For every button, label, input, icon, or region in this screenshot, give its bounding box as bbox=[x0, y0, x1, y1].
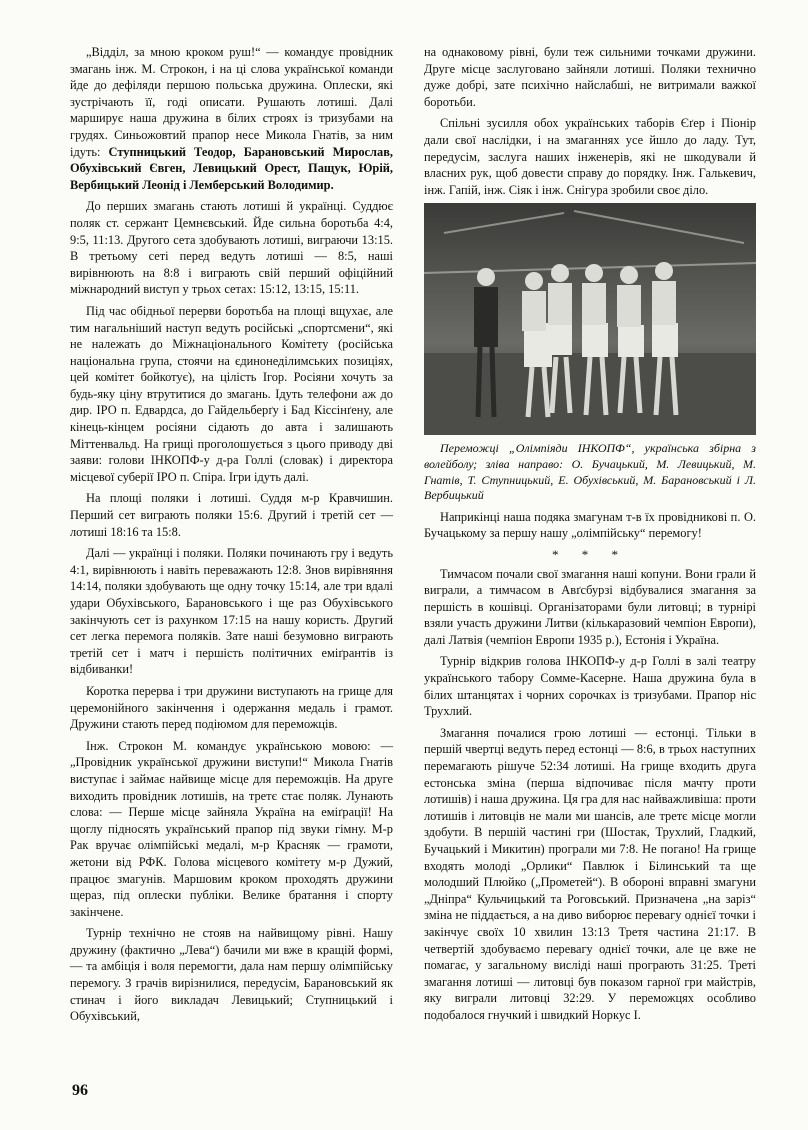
paragraph: на однаковому рівні, були теж сильними точками дружини. Друге місце заслуговано зайняли лотиші. Поляки технично дуже добрі, зате психічно найслабші, не витримали важкої боротьби. bbox=[424, 45, 756, 109]
paragraph: Під час обідньої перерви боротьба на площі вщухає, але тим нагальніший наступ ведуть російські „спортсмени“, які не належать до Міжнаціонального Комітету (російська національна група, стоячи на єдинонеділимських позиціях, цей комітет бойкотує), на цілість Ігор. Росіяни хочуть за будь-яку ціну втрутитися до змагань. Ідуть телефони аж до дир. ІРО п. Едвардса, до Гайдельберґу і Бад Кіссінґену, але кінець-кінцем росіяни сідають до авта і залишають Міттенвальд. На грищі проголошується з цього приводу дві заяви: голови ІНКОПФ-у д-ра Голлі (словак) і директора місцевої суберії ІРО п. Спіра. Ігри ідуть далі. bbox=[70, 303, 393, 484]
paragraph: До перших змагань стають лотиші й українці. Суддює поляк ст. сержант Цемнєвський. Йде сильна боротьба 4:4, 9:5, 11:13. Другого сета здобувають лотиші, виграючи 13:15. В третьому сеті перед ведуть лотиші — 8:5, наші вирівнюють на 8:8 і виграють свій перший офіційний міжнародний виступ у трьох сетах: 15:12, 13:15, 15:11. bbox=[70, 199, 393, 297]
paragraph bbox=[70, 44, 393, 193]
paragraph: Спільні зусилля обох українських таборів Єґер і Піонір дали свої наслідки, і на змаганнях усе йшло до ладу. Тут, передусім, заслуга наших інженерів, які не шкодували й власних рук, щоб довести справу до порядку. Інж. Галькевич, інж. Гапій, інж. Сіяк і інж. Снігура зробили своє діло. bbox=[424, 116, 756, 197]
paragraph: Наприкінці наша подяка змагунам т-в їх провідникові п. О. Бучацькому за першу нашу „олімпійську“ перемогу! bbox=[424, 509, 756, 541]
team-photo bbox=[424, 203, 756, 435]
photo-caption: Переможці „Олімпіяди ІНКОПФ“, українська збірна з волейболу; зліва направо: О. Бучацький, М. Левицький, М. Гнатів, Т. Ступницький, Е. Обухівський, М. Барановський і Л. Вербицький bbox=[424, 441, 756, 503]
paragraph: Змагання почалися грою лотиші — естонці. Тільки в першій чвертці ведуть перед естонці — 8:6, в трьох наступних перемагають рішуче 52:34 лотиші. На грище входить друга естонська зміна (перша відпочиває після мачту проти лотишів) і наша дружина. Ця гра для нас найважливіша: проти лотишів і литовців не мали ми шансів, але третє місце могли здобути. В першій частині гри (Шостак, Трухлий, Гладкий, Бучацький і Микитин) програли ми 7:8. Не погано! На грище входять молоді „Орлики“ Павлюк і Білинський та ще молодший Плюйко („Прометей“). В обороні вправні змагуни „Дніпра“ Кульчицький та Роговський. Призначена „на заріз“ зміна не піддається, а на диво виборює перевагу однієї точки і закінчує своїх 10 хвилин 13:13 Третя частина 21:17. В четвертій здобуваємо перевагу однієї точки, але це вже не помагає, у загальному висліді наші програють 31:25. Треті змагання лотиші — литовці був показом гарної гри майстрів, яку виграли литовці 32:29. У переможцях особливо подобалося гнучкий і швидкий Норкус І. bbox=[424, 725, 756, 1022]
paragraph-text: „Відділ, за мною кроком руш!“ — командує провідник змагань інж. М. Строкон, і на ці слова української команди йде до дефіляди першою польська дружина. Оплески, які зустрічають її, годі описати. Рушають лотиші. Далі марширує наша дружина в білих строях із тризубами на грудях. Синьожовтий прапор несе Микола Гнатів, за ним ідуть: bbox=[70, 45, 393, 159]
paragraph: Далі — українці і поляки. Поляки починають гру і ведуть 4:1, вирівнюють і навіть переважають 12:8. Знов вирівняння 14:14, поляки здобувають ще одну точку 15:14, але три вдалі удари Обухівського, Барановського і ще раз Обухівського закінчують сет із рахунком 17:15 на нашу користь. Другий сет легка перемога поляків. Зате наші безумовно виграють третій сет і матч і першість політичних еміґрантів із відбиванки! bbox=[70, 546, 393, 677]
paragraph: Турнір технічно не стояв на найвищому рівні. Нашу дружину (фактично „Лева“) бачили ми вже в кращій формі, — та амбіція і воля перемогти, дала нам першу олімпійську перемогу. З грачів вирізнилися, передусім, Барановський як стинач і його викладач Левицький; Ступницький і Обухівський, bbox=[70, 926, 393, 1024]
paragraph: Інж. Строкон М. командує українською мовою: — „Провідник української дружини виступи!“ Микола Гнатів виступає і займає найвище місце для переможців. На друге виходить провідник лотишів, на третє стає поляк. Лунають слова: — Перше місце зайняла Україна на еміґрації! На щоглу підносять український прапор під звуки гімну. М-р Рак вручає олімпійські медалі, м-р Красняк — грамоти, жетони від РФК. Голова місцевого комітету м-р Дужий, працює змагунів. Маршовим кроком проходять дружини щераз, під оплески публіки. Велике братання і спорту закінчене. bbox=[70, 738, 393, 919]
left-column bbox=[70, 44, 393, 1030]
team-roster: Ступницький Теодор, Барановський Мирослав, Обухівський Євген, Левицький Орест, Пащук, Юрій, Вербицький Леонід і Лемберський Володимир. bbox=[70, 144, 393, 192]
paragraph: Турнір відкрив голова ІНКОПФ-у д-р Голлі в залі театру українського табору Сомме-Касерне. Наша дружина була в білих штанцятах і чорних сорочках із тризубами. Прапор ніс Трухлий. bbox=[424, 654, 756, 719]
page-number: 96 bbox=[72, 1082, 88, 1099]
right-column bbox=[424, 44, 756, 1029]
paragraph: Тимчасом почали свої змагання наші копуни. Вони грали й виграли, а тимчасом в Авґсбурзі відбувалися змагання за першість в кошівці. Організаторами були литовці; в турнірі взяли участь дружини Литви (кількаразовий чемпіон Европи), далі Латвія (чемпіон Европи 1935 р.), Естонія і Україна. bbox=[424, 566, 756, 647]
section-separator: * * * bbox=[552, 546, 628, 562]
paragraph: Коротка перерва і три дружини виступають на грище для церемонійного закінчення і одержання медаль і грамот. Дружини стають перед подіюмом для переможців. bbox=[70, 683, 393, 732]
paragraph: На площі поляки і лотиші. Суддя м-р Кравчишин. Перший сет виграють поляки 15:6. Другий і третій сет — лотиші 18:16 та 15:8. bbox=[70, 491, 393, 539]
